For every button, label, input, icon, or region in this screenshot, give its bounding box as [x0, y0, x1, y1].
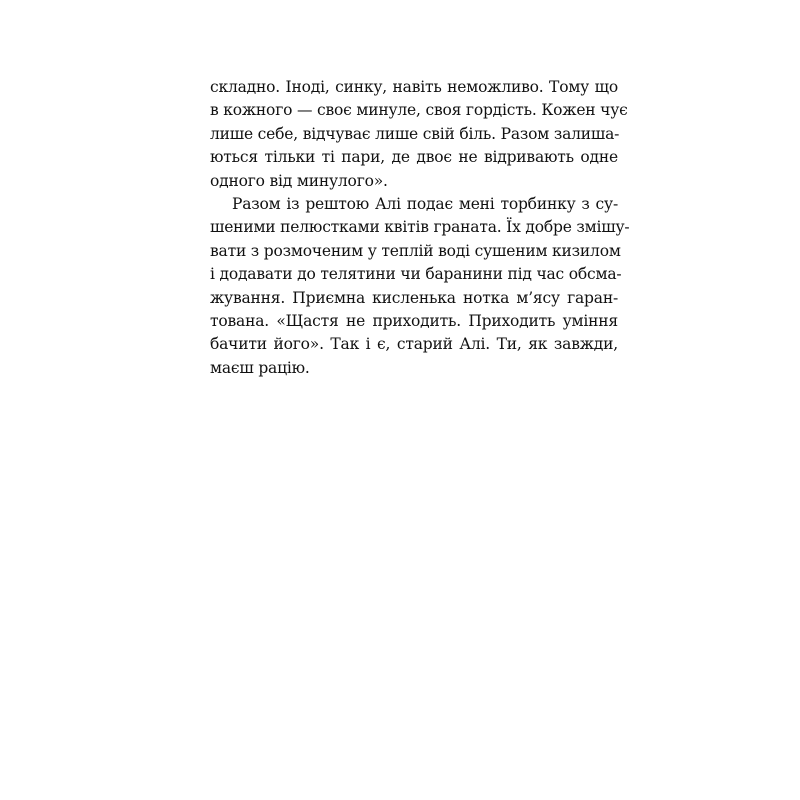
text-line: маєш рацію.	[210, 358, 310, 377]
text-line: тована. «Щастя не приходить. Приходить уміння	[210, 311, 618, 330]
text-line: одного від минулого».	[210, 171, 388, 190]
text-line: лише себе, відчуває лише свій біль. Разом залиша-	[210, 124, 620, 143]
text-line: шеними пелюстками квітів граната. Їх добре змішу-	[210, 218, 630, 237]
text-line: і додавати до телятини чи баранини під час обсма-	[210, 265, 622, 284]
text-line: складно. Іноді, синку, навіть неможливо. Тому що	[210, 78, 618, 96]
paragraph-1	[210, 76, 628, 193]
text-line: бачити його». Так і є, старий Алі. Ти, як завжди,	[210, 335, 618, 354]
text-line: в кожного — своє минуле, своя гордість. Кожен чує	[210, 101, 628, 120]
text-line: жування. Приємна кисленька нотка м’ясу гаран-	[210, 288, 618, 307]
text-line: Разом із рештою Алі подає мені торбинку з су-	[232, 194, 618, 213]
text-line: ються тільки ті пари, де двоє не відривають одне	[210, 148, 618, 167]
paragraph-2	[210, 193, 630, 380]
text-line: вати з розмоченим у теплій воді сушеним кизилом	[210, 241, 621, 260]
body-text	[210, 76, 630, 380]
